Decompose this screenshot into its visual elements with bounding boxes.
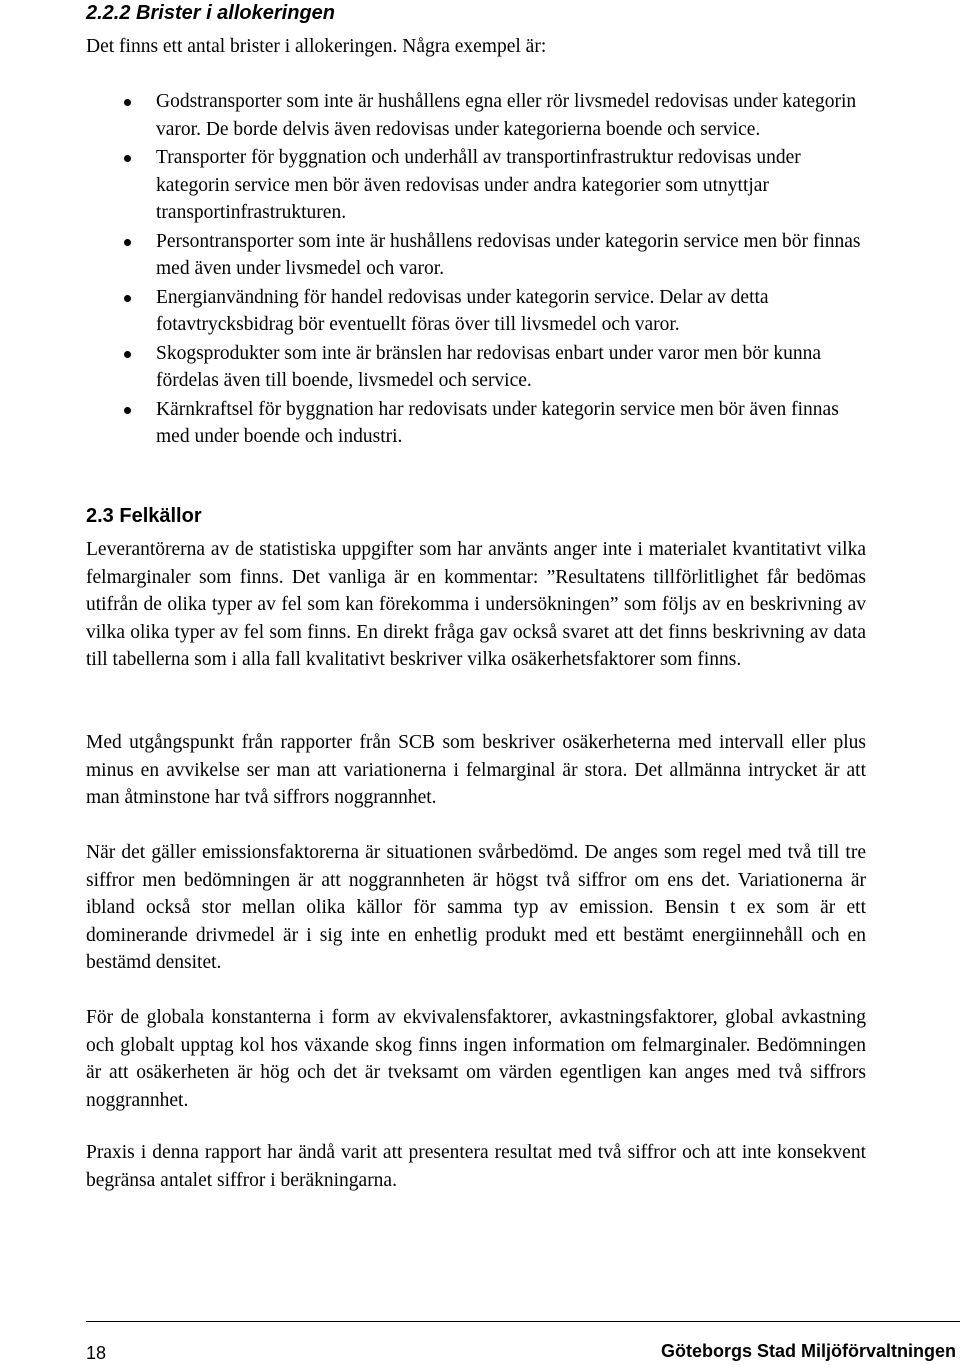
- bullet-list: [86, 88, 866, 452]
- bullet-icon: [124, 239, 131, 246]
- list-item-text: Godstransporter som inte är hushållens egna eller rör livsmedel redovisas under kategorin varor. De borde delvis även redovisas under kategorierna boende och service.: [156, 91, 857, 140]
- body-paragraph: För de globala konstanterna i form av ekvivalensfaktorer, avkastningsfaktorer, global avkastning och globalt upptag kol hos växande skog finns ingen information om felmarginaler. Bedömningen är att osäkerheten är hög och det är tveksamt om värden egentligen kan anges med två siffrors noggrannhet.: [86, 1007, 866, 1111]
- list-item: [86, 340, 866, 395]
- list-item-text: Skogsprodukter som inte är bränslen har redovisas enbart under varor men bör kunna fördelas även till boende, livsmedel och service.: [156, 342, 821, 391]
- list-item: [86, 228, 866, 283]
- body-paragraph: Praxis i denna rapport har ändå varit att presentera resultat med två siffror och att inte konsekvent begränsa antalet siffror i beräkningarna.: [86, 1142, 866, 1191]
- footer-divider: [86, 1321, 960, 1322]
- bullet-icon: [124, 351, 131, 358]
- list-item-text: Persontransporter som inte är hushållens redovisas under kategorin service men bör finnas med även under livsmedel och varor.: [156, 230, 861, 279]
- list-item-text: Kärnkraftsel för byggnation har redovisats under kategorin service men bör även finnas med under boende och industri.: [156, 398, 839, 447]
- page-number: 18: [86, 1343, 107, 1363]
- list-item: [86, 284, 866, 339]
- bullet-icon: [124, 295, 131, 302]
- body-paragraph: Med utgångspunkt från rapporter från SCB som beskriver osäkerheterna med intervall eller plus minus en avvikelse ser man att variationerna i felmarginal är stora. Det allmänna intrycket är att man åtminstone har två siffrors noggrannhet.: [86, 732, 866, 808]
- bullet-icon: [124, 155, 131, 162]
- subsection-heading: 2.2.2 Brister i allokeringen: [86, 2, 335, 24]
- list-item: [86, 144, 866, 227]
- list-item: [86, 396, 866, 451]
- body-paragraph: Leverantörerna av de statistiska uppgifter som har använts anger inte i materialet kvantitativt vilka felmarginaler som finns. Det vanliga är en kommentar: ”Resultatens tillförlitlighet får bedömas utifrån de olika typer av fel som kan förekomma i undersökningen” som följs av en beskrivning av vilka olika typer av fel som finns. En direkt fråga gav också svaret att det finns beskrivning av data till tabellerna som i alla fall kvalitativt beskriver vilka osäkerhetsfaktorer som finns.: [86, 539, 866, 670]
- footer-organization: Göteborgs Stad Miljöförvaltningen: [660, 1341, 956, 1361]
- list-item-text: Energianvändning för handel redovisas under kategorin service. Delar av detta fotavtrycksbidrag bör eventuellt föras över till livsmedel och varor.: [156, 286, 769, 335]
- bullet-icon: [124, 407, 131, 414]
- intro-paragraph: Det finns ett antal brister i allokeringen. Några exempel är:: [86, 36, 547, 57]
- list-item: [86, 88, 866, 143]
- bullet-icon: [124, 99, 131, 106]
- body-paragraph: När det gäller emissionsfaktorerna är situationen svårbedömd. De anges som regel med två till tre siffror men bedömningen är att noggrannheten är högst två siffror om ens det. Variationerna är ibland också stor mellan olika källor för samma typ av emission. Bensin t ex som är ett dominerande drivmedel är i sig inte en enhetlig produkt med ett bestämt energiinnehåll och en bestämd densitet.: [86, 842, 866, 973]
- list-item-text: Transporter för byggnation och underhåll av transportinfrastruktur redovisas under kategorin service men bör även redovisas under andra kategorier som utnyttjar transportinfrastrukturen.: [156, 147, 801, 223]
- section-heading: 2.3 Felkällor: [86, 505, 202, 527]
